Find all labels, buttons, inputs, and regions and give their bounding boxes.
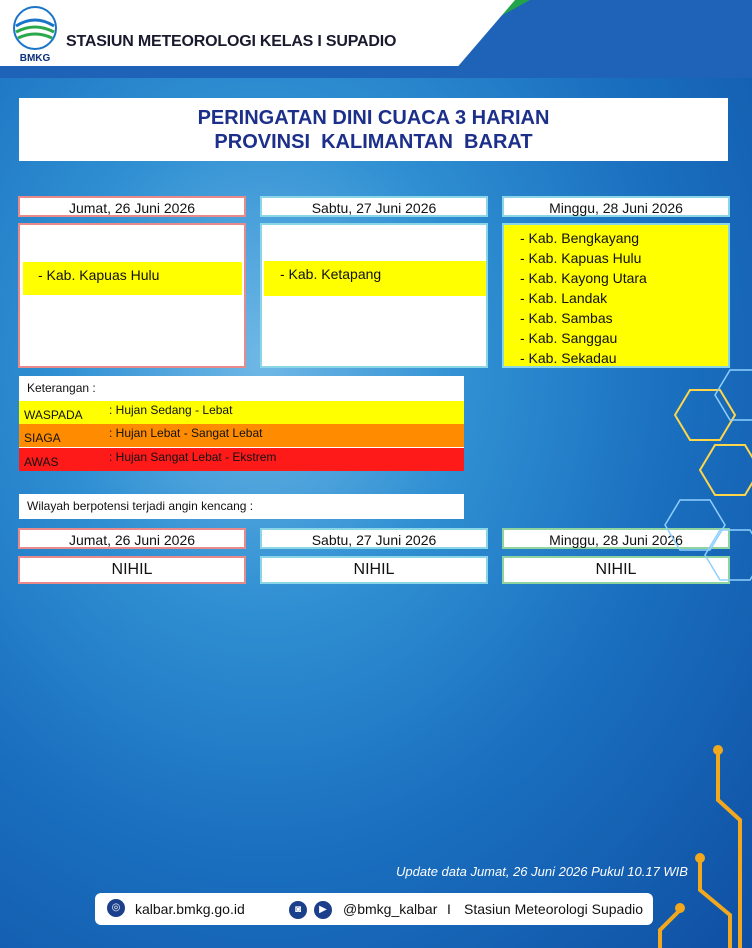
day-2-area: - Kab. Ketapang [264, 261, 486, 296]
day-3-area: - Kab. Sekadau [520, 350, 617, 366]
footer-social[interactable]: @bmkg_kalbar [343, 901, 438, 917]
legend-siaga [19, 424, 464, 447]
instagram-icon[interactable]: ◙ [289, 901, 307, 919]
day-3-area: - Kab. Bengkayang [520, 230, 640, 246]
day-1-header: Jumat, 26 Juni 2026 [18, 196, 246, 217]
footer-separator: I [447, 901, 451, 917]
wind-day-2-header: Sabtu, 27 Juni 2026 [260, 528, 488, 549]
legend-desc: : Hujan Sangat Lebat - Ekstrem [109, 450, 277, 464]
footer-station: Stasiun Meteorologi Supadio [464, 901, 644, 917]
legend-label: SIAGA [24, 431, 61, 445]
station-name: STASIUN METEOROLOGI KELAS I SUPADIO [66, 33, 397, 50]
youtube-icon[interactable]: ▶ [314, 901, 332, 919]
footer [95, 893, 653, 925]
day-3-area: - Kab. Kayong Utara [520, 270, 647, 286]
footer-website[interactable]: kalbar.bmkg.go.id [135, 901, 245, 917]
day-3-area: - Kab. Kapuas Hulu [520, 250, 642, 266]
wind-day-2-value: NIHIL [260, 556, 488, 584]
title-line-2: PROVINSI KALIMANTAN BARAT [214, 131, 533, 153]
legend-desc: : Hujan Sedang - Lebat [109, 403, 233, 417]
svg-text:BMKG: BMKG [19, 53, 51, 64]
legend-label: WASPADA [24, 408, 83, 422]
wind-day-3-value: NIHIL [502, 556, 730, 584]
day-2-header: Sabtu, 27 Juni 2026 [260, 196, 488, 217]
day-3-area: - Kab. Landak [520, 290, 608, 306]
day-3-header: Minggu, 28 Juni 2026 [502, 196, 730, 217]
wind-title: Wilayah berpotensi terjadi angin kencang : [19, 494, 464, 519]
day-2-panel [260, 223, 488, 368]
wind-day-1-header: Jumat, 26 Juni 2026 [18, 528, 246, 549]
globe-icon: ◎ [107, 899, 125, 917]
day-1-area: - Kab. Kapuas Hulu [23, 262, 242, 295]
wind-day-3-header: Minggu, 28 Juni 2026 [502, 528, 730, 549]
bmkg-logo [12, 6, 58, 64]
legend [19, 376, 464, 471]
title-line-1: PERINGATAN DINI CUACA 3 HARIAN [197, 107, 550, 129]
wind-day-1-value: NIHIL [18, 556, 246, 584]
legend-desc: : Hujan Lebat - Sangat Lebat [109, 426, 263, 440]
circuit-decoration [640, 740, 752, 948]
legend-awas [19, 448, 464, 471]
update-info: Update data Jumat, 26 Juni 2026 Pukul 10.17 WIB [396, 864, 688, 879]
legend-waspada [19, 401, 464, 424]
day-1-panel [18, 223, 246, 368]
hexagon-decoration [640, 360, 752, 600]
legend-title: Keterangan : [27, 381, 96, 395]
page-title [19, 98, 728, 161]
day-3-area: - Kab. Sanggau [520, 330, 618, 346]
day-3-area: - Kab. Sambas [520, 310, 613, 326]
day-3-panel [502, 223, 730, 368]
legend-label: AWAS [24, 455, 59, 469]
